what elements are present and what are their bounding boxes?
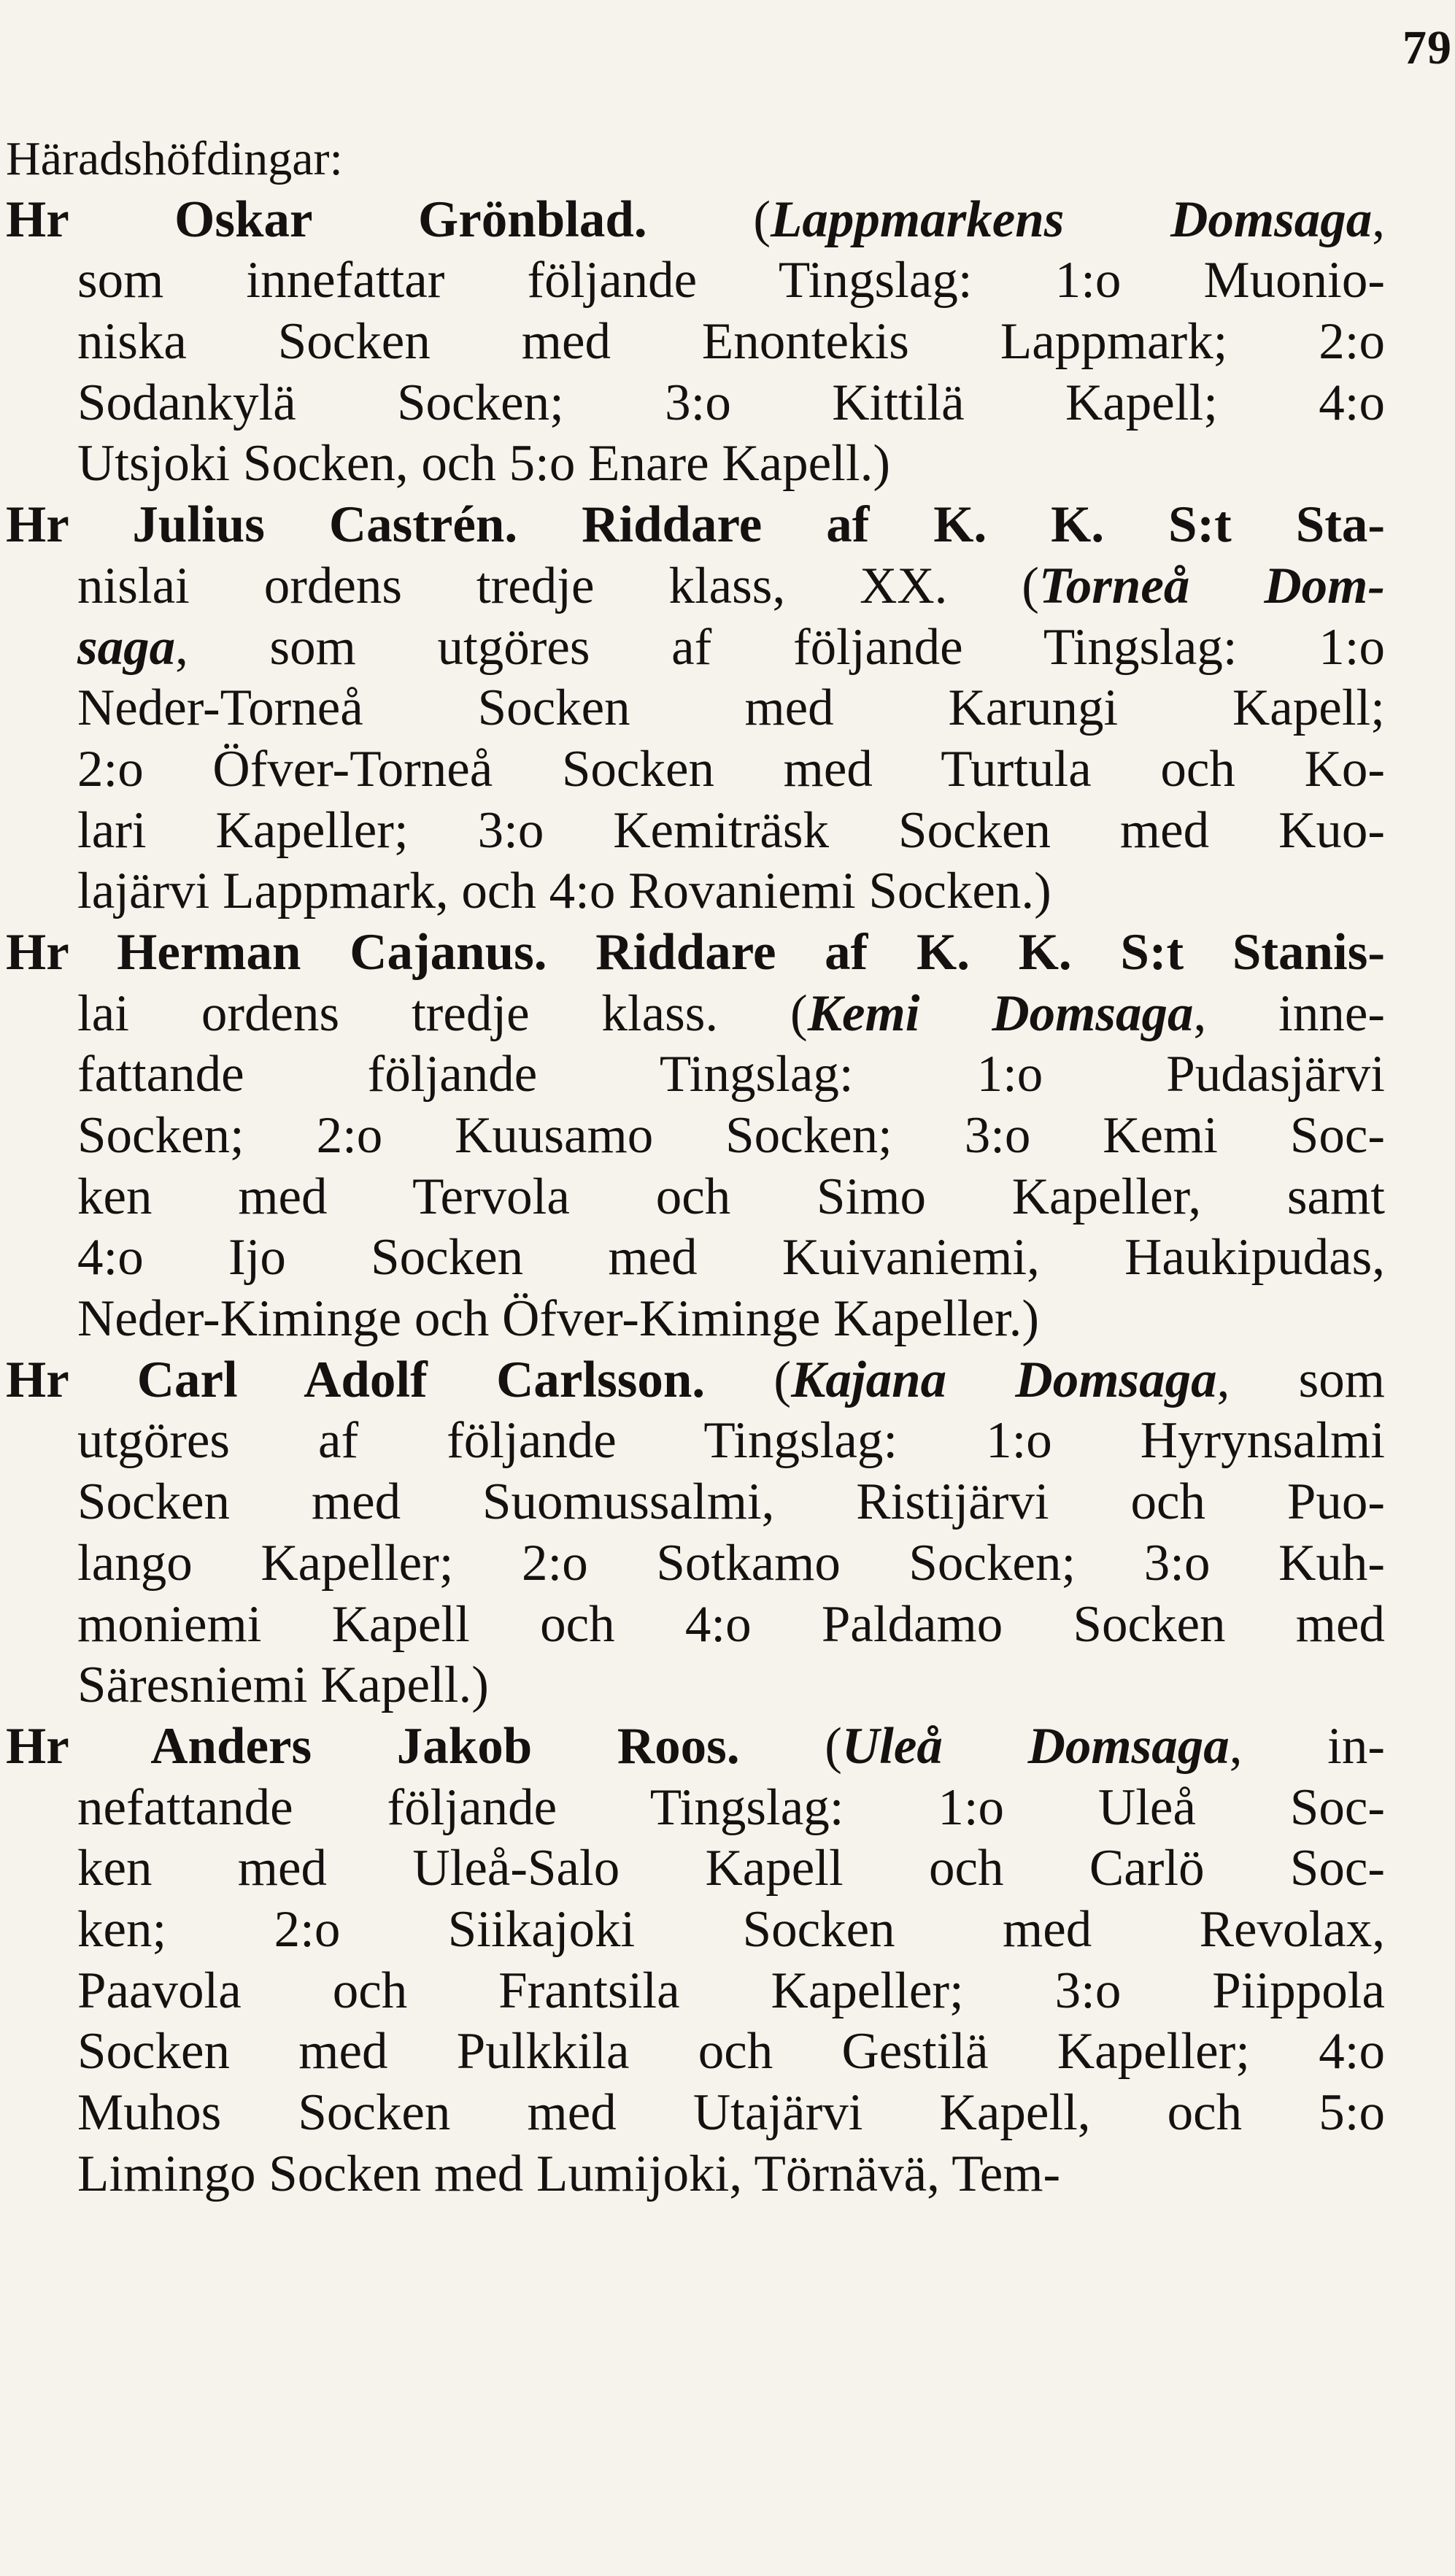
entry-first-line bbox=[6, 922, 1385, 984]
entry-line bbox=[6, 1411, 1385, 1472]
entry-line bbox=[6, 2144, 1385, 2205]
judge-name: Hr Oskar Grönblad. bbox=[6, 190, 647, 248]
text-run: nislai ordens tredje klass, XX. ( bbox=[77, 557, 1039, 614]
entry-line bbox=[6, 801, 1385, 862]
entry-line bbox=[6, 861, 1385, 922]
entry-first-line bbox=[6, 1716, 1385, 1778]
entry-line bbox=[6, 1594, 1385, 1656]
text-run: Socken; 2:o Kuusamo Socken; 3:o Kemi Soc- bbox=[77, 1107, 1385, 1164]
entry-line bbox=[6, 1472, 1385, 1533]
text-run: Paavola och Frantsila Kapeller; 3:o Piippola bbox=[77, 1962, 1385, 2019]
entry-first-line bbox=[6, 495, 1385, 556]
text-run: , inne- bbox=[1193, 984, 1385, 1042]
court-district-name: saga bbox=[77, 618, 176, 676]
text-run: lajärvi Lappmark, och 4:o Rovaniemi Socken.) bbox=[77, 863, 1051, 920]
text-run: nefattande följande Tingslag: 1:o Uleå Soc- bbox=[77, 1778, 1385, 1836]
entry-first-line bbox=[6, 1350, 1385, 1411]
court-district-name: Kemi Domsaga bbox=[807, 984, 1194, 1042]
text-run: , bbox=[1372, 190, 1385, 248]
court-district-name: Torneå Dom- bbox=[1038, 557, 1385, 614]
text-run: Säresniemi Kapell.) bbox=[77, 1657, 489, 1714]
judge-entry bbox=[6, 495, 1385, 922]
document-body bbox=[6, 128, 1385, 2205]
judge-entry bbox=[6, 1716, 1385, 2205]
text-run: Limingo Socken med Lumijoki, Törnävä, Tem- bbox=[77, 2145, 1061, 2202]
entry-line bbox=[6, 1106, 1385, 1167]
text-run: lari Kapeller; 3:o Kemiträsk Socken med Kuo- bbox=[77, 801, 1385, 859]
text-run: ken med Uleå-Salo Kapell och Carlö Soc- bbox=[77, 1840, 1385, 1897]
text-run: ( bbox=[705, 1351, 792, 1408]
court-district-name: Uleå Domsaga bbox=[841, 1717, 1230, 1775]
text-run: Neder-Kiminge och Öfver-Kiminge Kapeller.) bbox=[77, 1290, 1040, 1348]
court-district-name: Lappmarkens Domsaga bbox=[771, 190, 1373, 248]
court-district-name: Kajana Domsaga bbox=[791, 1351, 1217, 1408]
entry-line bbox=[6, 984, 1385, 1045]
entry-line bbox=[6, 1227, 1385, 1289]
entry-line bbox=[6, 1961, 1385, 2022]
text-run: Sodankylä Socken; 3:o Kittilä Kapell; 4:o bbox=[77, 374, 1385, 431]
entry-line bbox=[6, 1900, 1385, 1961]
judge-name: Hr Julius Castrén. bbox=[6, 496, 518, 554]
entry-line bbox=[6, 1167, 1385, 1228]
judge-entry bbox=[6, 922, 1385, 1350]
text-run: , in- bbox=[1229, 1717, 1385, 1775]
entry-line bbox=[6, 2021, 1385, 2083]
entry-line bbox=[6, 250, 1385, 312]
entry-line bbox=[6, 556, 1385, 617]
text-run: som innefattar följande Tingslag: 1:o Muonio- bbox=[77, 252, 1385, 309]
entry-line bbox=[6, 1838, 1385, 1900]
text-run: lai ordens tredje klass. ( bbox=[77, 984, 808, 1042]
text-run: Neder-Torneå Socken med Karungi Kapell; bbox=[77, 679, 1385, 737]
section-heading: Häradshöfdingar: bbox=[6, 132, 343, 185]
text-run: Utsjoki Socken, och 5:o Enare Kapell.) bbox=[77, 435, 891, 493]
text-run: ( bbox=[647, 190, 771, 248]
text-run: 4:o Ijo Socken med Kuivaniemi, Haukipudas, bbox=[77, 1229, 1385, 1287]
text-run: 2:o Öfver-Torneå Socken med Turtula och Ko- bbox=[77, 740, 1385, 798]
text-run: fattande följande Tingslag: 1:o Pudasjärvi bbox=[77, 1046, 1385, 1103]
judge-name: Hr Herman Cajanus. bbox=[6, 923, 547, 981]
entry-line bbox=[6, 1655, 1385, 1716]
entry-line bbox=[6, 617, 1385, 679]
judge-name: Hr Anders Jakob Roos. bbox=[6, 1717, 740, 1775]
text-run: Socken med Pulkkila och Gestilä Kapeller; 4:o bbox=[77, 2023, 1385, 2081]
text-run: ken; 2:o Siikajoki Socken med Revolax, bbox=[77, 1900, 1385, 1958]
judge-name: Hr Carl Adolf Carlsson. bbox=[6, 1351, 706, 1408]
entry-line bbox=[6, 373, 1385, 434]
text-run: Socken med Suomussalmi, Ristijärvi och Puo- bbox=[77, 1473, 1385, 1531]
entry-line bbox=[6, 433, 1385, 495]
text-run: niska Socken med Enontekis Lappmark; 2:o bbox=[77, 313, 1385, 371]
entry-line bbox=[6, 1533, 1385, 1594]
entry-line bbox=[6, 2083, 1385, 2144]
page-number: 79 bbox=[1402, 21, 1452, 74]
entry-line bbox=[6, 1289, 1385, 1350]
entry-line bbox=[6, 312, 1385, 373]
text-run: utgöres af följande Tingslag: 1:o Hyrynsalmi bbox=[77, 1412, 1385, 1470]
text-run: moniemi Kapell och 4:o Paldamo Socken med bbox=[77, 1595, 1385, 1653]
judge-name: Riddare af K. K. S:t Sta- bbox=[517, 496, 1385, 554]
text-run: ( bbox=[739, 1717, 842, 1775]
entry-line bbox=[6, 678, 1385, 739]
judge-entry bbox=[6, 1350, 1385, 1716]
text-run: Muhos Socken med Utajärvi Kapell, och 5:o bbox=[77, 2084, 1385, 2141]
entry-line bbox=[6, 1778, 1385, 1839]
entry-first-line bbox=[6, 190, 1385, 251]
judge-name: Riddare af K. K. S:t Stanis- bbox=[547, 923, 1385, 981]
text-run: ken med Tervola och Simo Kapeller, samt bbox=[77, 1168, 1385, 1225]
text-run: , som utgöres af följande Tingslag: 1:o bbox=[175, 618, 1385, 676]
text-run: lango Kapeller; 2:o Sotkamo Socken; 3:o Kuh- bbox=[77, 1534, 1385, 1592]
judge-entry bbox=[6, 190, 1385, 495]
text-run: , som bbox=[1216, 1351, 1385, 1408]
entry-line bbox=[6, 1044, 1385, 1106]
entry-line bbox=[6, 739, 1385, 801]
